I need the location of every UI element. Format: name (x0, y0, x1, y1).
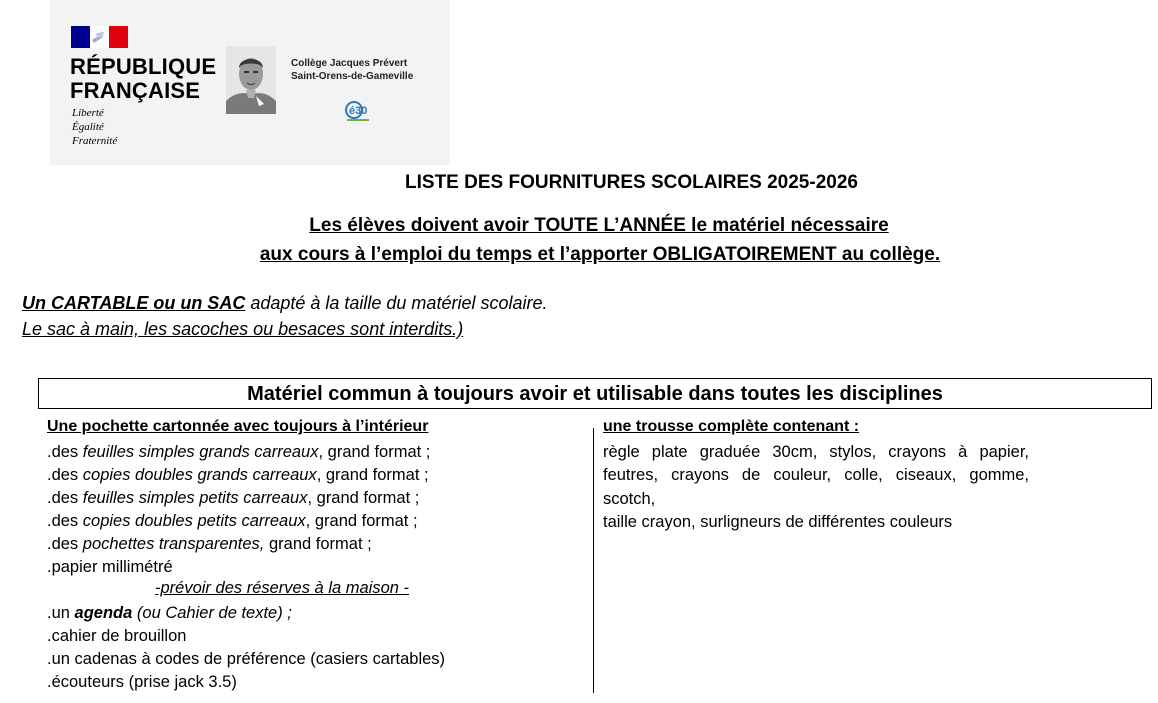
list-item: .un cadenas à codes de préférence (casiers cartables) (47, 650, 446, 668)
list-item: .papier millimétré (47, 558, 173, 576)
pencil-case-list: règle plate graduée 30cm, stylos, crayons à papier, feutres, crayons de couleur, colle, ciseaux, gomme, scotch, (603, 443, 1029, 508)
list-item: .des copies doubles grands carreaux, grand format ; (47, 466, 429, 484)
column-divider (593, 428, 594, 693)
agenda-item: .un agenda (ou Cahier de texte) ; (47, 604, 292, 622)
bag-requirement-rest: adapté à la taille du matériel scolaire. (245, 293, 548, 313)
list-item: .cahier de brouillon (47, 627, 187, 645)
subtitle-line2: aux cours à l’emploi du temps et l’apporter OBLIGATOIREMENT au collège. (259, 244, 941, 265)
list-item: .des feuilles simples petits carreaux, grand format ; (47, 489, 420, 507)
motto-fraternite: Fraternité (72, 135, 118, 147)
french-flag-logo (71, 26, 128, 48)
college-name: Collège Jacques Prévert (291, 58, 408, 69)
bag-requirement-strong: Un CARTABLE ou un SAC (22, 293, 246, 313)
republic-title-line1: RÉPUBLIQUE (70, 54, 217, 79)
portrait-photo (226, 46, 276, 114)
list-item: .écouteurs (prise jack 3.5) (47, 673, 237, 691)
e3d-label-logo (343, 97, 373, 124)
subtitle-line1: Les élèves doivent avoir TOUTE L’ANNÉE le matériel nécessaire (309, 215, 889, 236)
motto-egalite: Égalité (72, 121, 104, 133)
document-title: LISTE DES FOURNITURES SCOLAIRES 2025-2026 (405, 172, 858, 193)
reserve-note: -prévoir des réserves à la maison - (155, 579, 410, 597)
bag-requirement (22, 293, 547, 314)
list-item: .des feuilles simples grands carreaux, grand format ; (47, 443, 431, 461)
left-column-heading: Une pochette cartonnée avec toujours à l’intérieur (47, 418, 429, 435)
pencil-case-contents (603, 441, 1029, 534)
college-town: Saint-Orens-de-Gameville (291, 71, 414, 82)
republic-title-line2: FRANÇAISE (70, 78, 201, 103)
right-column-heading: une trousse complète contenant : (603, 418, 860, 435)
svg-text:é30: é30 (349, 105, 368, 117)
motto-liberte: Liberté (72, 107, 104, 119)
list-item: .des copies doubles petits carreaux, grand format ; (47, 512, 418, 530)
bag-forbidden-note: Le sac à main, les sacoches ou besaces sont interdits.) (22, 319, 464, 339)
list-item: .des pochettes transparentes, grand format ; (47, 535, 372, 553)
common-material-heading: Matériel commun à toujours avoir et utilisable dans toutes les disciplines (38, 378, 1152, 409)
pencil-case-list-last: taille crayon, surligneurs de différentes couleurs (603, 512, 953, 531)
